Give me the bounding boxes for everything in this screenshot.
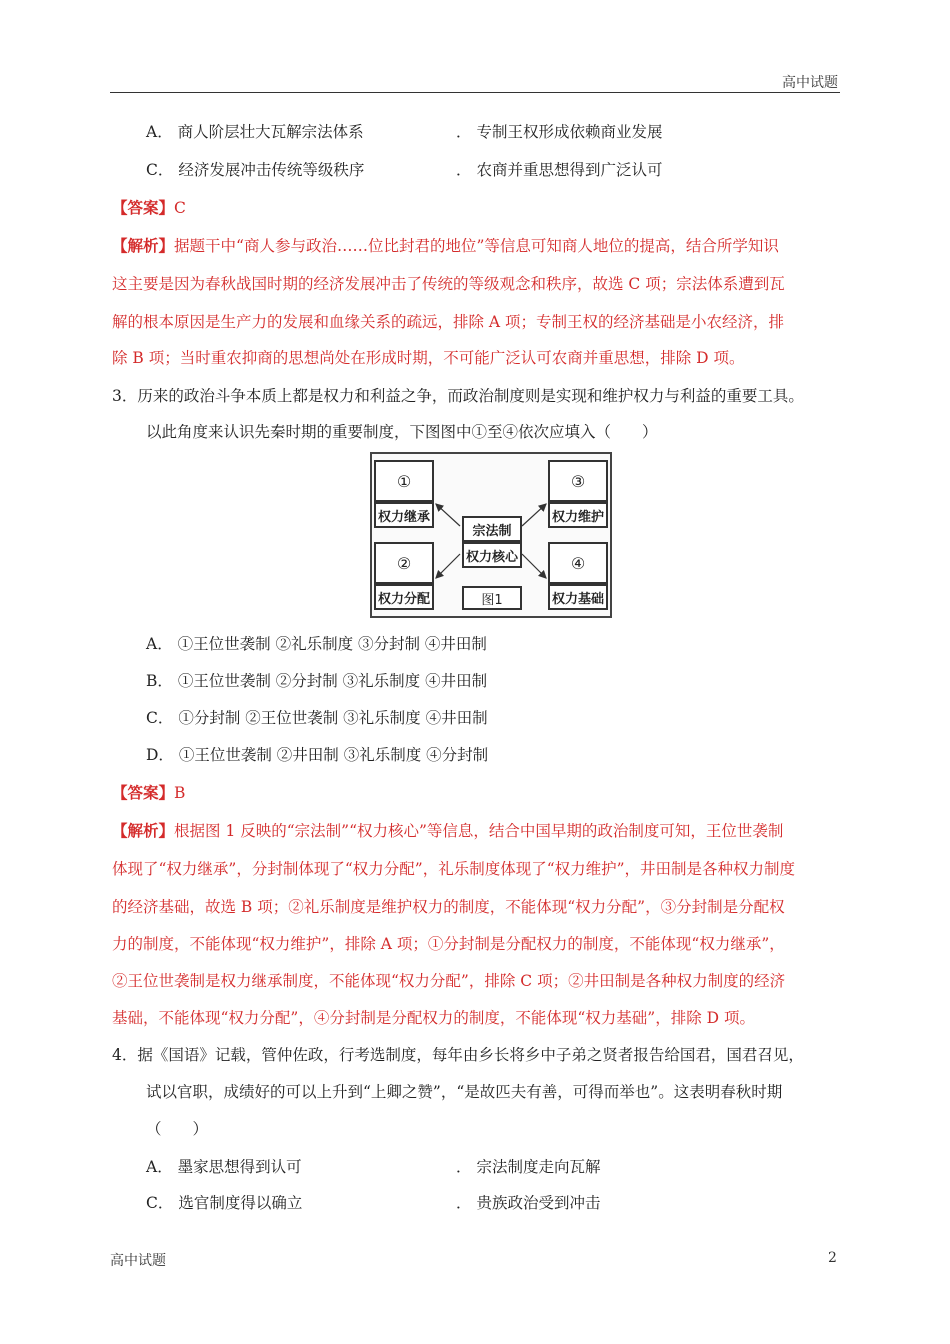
q4-stem-line-2: 试以官职，成绩好的可以上升到“上卿之赞”，“是故匹夫有善，可得而举也”。这表明春秋时期: [146, 1083, 783, 1101]
q3-option-d: D． ①王位世袭制 ②井田制 ③礼乐制度 ④分封制: [146, 746, 489, 764]
diagram-label-foundation: 权力基础: [548, 584, 608, 610]
arrow-to-box-3: [522, 504, 546, 526]
q4-stem-line-3: （ ）: [146, 1120, 209, 1138]
diagram-box-4: ④: [548, 542, 608, 584]
q2-option-a: A． 商人阶层壮大瓦解宗法体系: [146, 123, 364, 141]
diagram-center-clan-system: 宗法制: [462, 516, 522, 542]
q3-option-c: C． ①分封制 ②王位世袭制 ③礼乐制度 ④井田制: [146, 709, 488, 727]
diagram-label-maintenance: 权力维护: [548, 502, 608, 528]
header-divider: [110, 92, 840, 93]
q3-stem-line-1: 3．历来的政治斗争本质上都是权力和利益之争，而政治制度则是实现和维护权力与利益的重要工具。: [112, 387, 804, 405]
q3-analysis-line-4: 力的制度，不能体现“权力维护”，排除 A 项；①分封制是分配权力的制度，不能体现“权力继承”，: [112, 935, 785, 953]
q3-analysis-line-3: 的经济基础，故选 B 项；②礼乐制度是维护权力的制度，不能体现“权力分配”，③分封制是分配权: [112, 898, 785, 916]
diagram-caption: 图1: [462, 586, 522, 610]
diagram-box-2: ②: [374, 542, 434, 584]
q3-analysis-line-5: ②王位世袭制是权力继承制度，不能体现“权力分配”，排除 C 项；②井田制是各种权力制度的经济: [112, 972, 786, 990]
page-header: 高中试题: [782, 75, 838, 91]
diagram-label-distribution: 权力分配: [374, 584, 434, 610]
q4-option-b: ． 宗法制度走向瓦解: [456, 1158, 601, 1176]
q3-stem-line-2: 以此角度来认识先秦时期的重要制度，下图图中①至④依次应填入（ ）: [146, 423, 658, 441]
q2-analysis-line-2: 这主要是因为春秋战国时期的经济发展冲击了传统的等级观念和秩序，故选 C 项；宗法体系遭到瓦: [112, 275, 785, 293]
q2-answer: 【答案】C: [112, 198, 186, 217]
q2-option-d: ． 农商并重思想得到广泛认可: [456, 161, 663, 179]
diagram-box-3: ③: [548, 460, 608, 502]
q2-option-c: C． 经济发展冲击传统等级秩序: [146, 161, 365, 179]
power-structure-diagram: [370, 452, 612, 618]
q3-analysis-line-1: 【解析】根据图 1 反映的“宗法制”“权力核心”等信息，结合中国早期的政治制度可知，王位世袭制: [112, 821, 784, 840]
q2-analysis-line-1: 【解析】据题干中“商人参与政治……位比封君的地位”等信息可知商人地位的提高，结合所学知识: [112, 236, 779, 255]
q3-option-a: A． ①王位世袭制 ②礼乐制度 ③分封制 ④井田制: [146, 635, 487, 653]
q4-option-d: ． 贵族政治受到冲击: [456, 1194, 601, 1212]
arrow-to-box-1: [436, 504, 460, 526]
q2-analysis-line-3: 解的根本原因是生产力的发展和血缘关系的疏远，排除 A 项；专制王权的经济基础是小农经济，排: [112, 313, 785, 331]
arrow-to-box-2: [436, 554, 460, 578]
q4-option-a: A． 墨家思想得到认可: [146, 1158, 302, 1176]
q4-stem-line-1: 4．据《国语》记载，管仲佐政，行考选制度，每年由乡长将乡中子弟之贤者报告给国君，国君召见，: [112, 1046, 804, 1064]
q3-option-b: B． ①王位世袭制 ②分封制 ③礼乐制度 ④井田制: [146, 672, 488, 690]
q3-analysis-line-6: 基础，不能体现“权力分配”，④分封制是分配权力的制度，不能体现“权力基础”，排除 D 项。: [112, 1009, 755, 1027]
page-number: 2: [828, 1250, 837, 1266]
q2-option-b: ． 专制王权形成依赖商业发展: [456, 123, 663, 141]
diagram-box-1: ①: [374, 460, 434, 502]
q4-option-c: C． 选官制度得以确立: [146, 1194, 303, 1212]
q3-answer: 【答案】B: [112, 783, 186, 802]
diagram-center-power-core: 权力核心: [462, 542, 522, 568]
page-footer: 高中试题: [110, 1253, 166, 1269]
q3-analysis-line-2: 体现了“权力继承”，分封制体现了“权力分配”，礼乐制度体现了“权力维护”，井田制是各种权力制度: [112, 860, 796, 878]
diagram-label-inheritance: 权力继承: [374, 502, 434, 528]
arrow-to-box-4: [522, 554, 546, 578]
q2-analysis-line-4: 除 B 项；当时重农抑商的思想尚处在形成时期，不可能广泛认可农商并重思想，排除 D 项。: [112, 349, 745, 367]
